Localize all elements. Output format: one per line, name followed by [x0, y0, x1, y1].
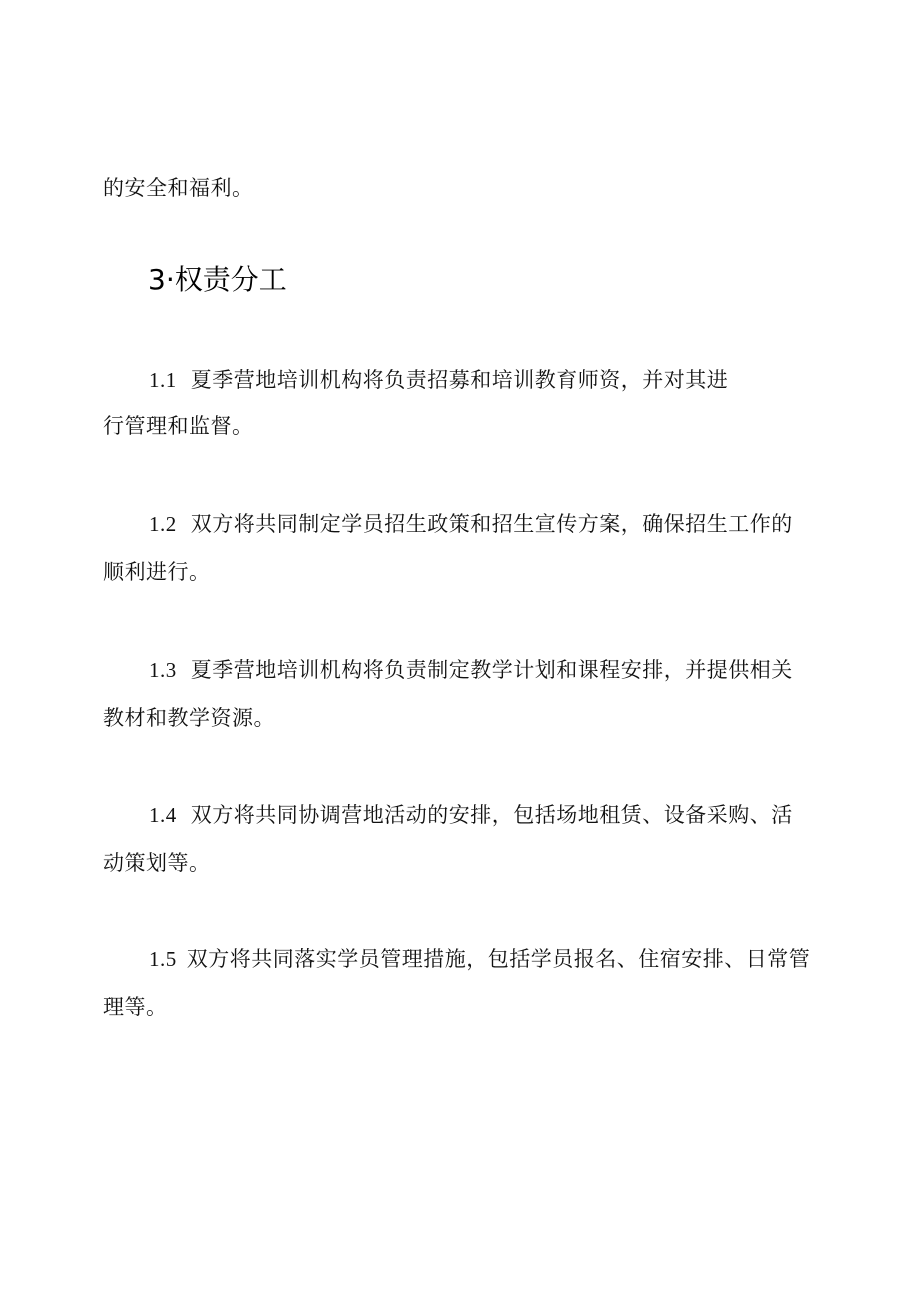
item-text-line1: 双方将共同协调营地活动的安排，包括场地租赁、设备采购、活: [190, 803, 793, 827]
item-text-line1: 双方将共同落实学员管理措施，包括学员报名、住宿安排、日常管: [186, 947, 811, 971]
continued-paragraph-text: 的安全和福利。: [103, 176, 254, 200]
item-number: 1.3: [149, 658, 177, 682]
item-text-line1: 夏季营地培训机构将负责制定教学计划和课程安排，并提供相关: [190, 658, 793, 682]
item-number: 1.4: [149, 803, 177, 827]
item-number: 1.1: [149, 368, 177, 392]
item-text-line1: 双方将共同制定学员招生政策和招生宣传方案，确保招生工作的: [190, 512, 793, 536]
section-heading: 3·权责分工: [148, 263, 287, 296]
item-text-line2: 顺利进行。: [103, 560, 211, 584]
list-item: [149, 365, 728, 395]
item-text-line2: 理等。: [103, 995, 168, 1019]
item-number: 1.2: [149, 512, 177, 536]
item-number: 1.5: [149, 947, 177, 971]
list-item: [149, 800, 793, 830]
item-text-line1: 夏季营地培训机构将负责招募和培训教育师资，并对其进: [190, 368, 729, 392]
list-item: [149, 655, 793, 685]
item-text-line2: 教材和教学资源。: [103, 706, 275, 730]
list-item: [149, 944, 810, 974]
item-text-line2: 行管理和监督。: [103, 414, 254, 438]
item-text-line2: 动策划等。: [103, 851, 211, 875]
list-item: [149, 509, 793, 539]
